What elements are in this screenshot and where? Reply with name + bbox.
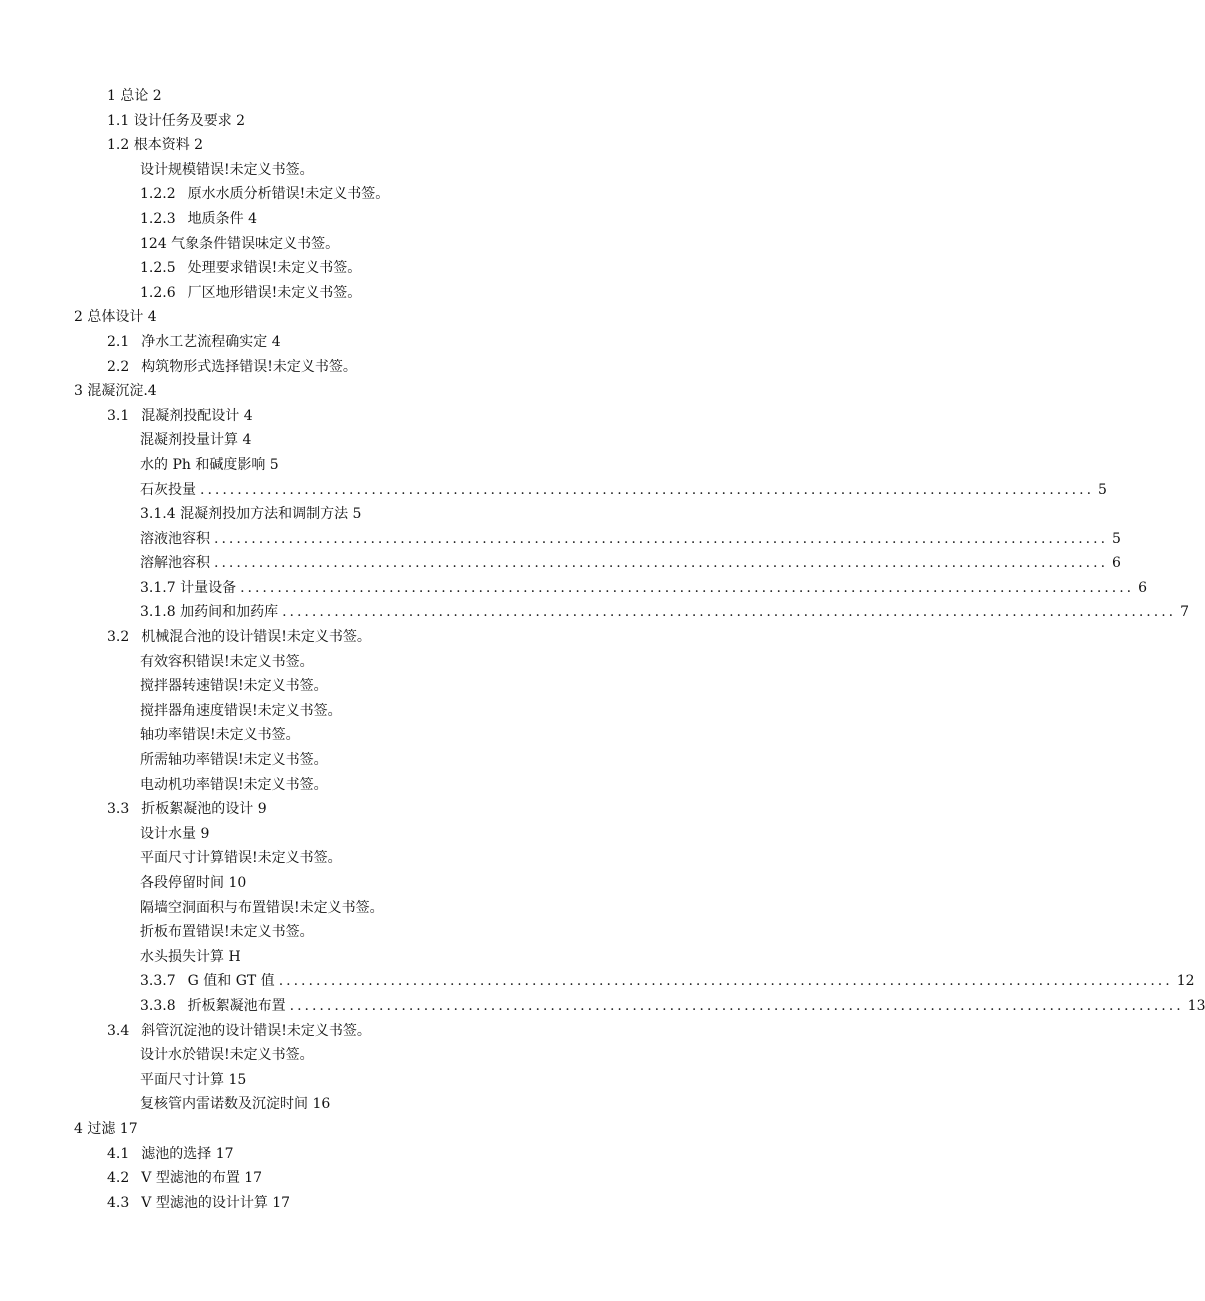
toc-entry-title bbox=[107, 408, 253, 424]
toc-page-number: 6 bbox=[1138, 579, 1148, 596]
toc-entry[interactable] bbox=[0, 1019, 920, 1044]
toc-entry[interactable] bbox=[0, 256, 920, 281]
toc-entry-title bbox=[140, 752, 328, 768]
toc-entry-text: 混凝剂投配设计 4 bbox=[141, 407, 253, 424]
toc-entry-number: 2.1 bbox=[107, 333, 130, 350]
toc-page-number: 5 bbox=[1098, 481, 1107, 498]
toc-entry-text: 水头损失计算 H bbox=[140, 948, 241, 965]
toc-entry[interactable] bbox=[0, 84, 920, 109]
toc-entry-text: 设计规模错误!未定义书签。 bbox=[140, 161, 314, 178]
toc-entry[interactable] bbox=[0, 305, 920, 330]
toc-entry[interactable] bbox=[0, 1068, 920, 1093]
toc-entry-number: 2.2 bbox=[107, 358, 130, 375]
toc-entry-text: 折板絮凝池布置 bbox=[187, 997, 286, 1014]
toc-entry-title bbox=[107, 137, 203, 153]
toc-entry-title bbox=[140, 1096, 330, 1112]
toc-entry[interactable] bbox=[0, 232, 920, 257]
toc-entry[interactable] bbox=[0, 1142, 920, 1167]
dot-leader: ........................................................................................................................ bbox=[214, 530, 1109, 547]
toc-entry-title bbox=[140, 432, 251, 448]
toc-entry[interactable] bbox=[0, 404, 920, 429]
toc-entry-text: 原水水质分析错误!未定义书签。 bbox=[187, 186, 390, 203]
toc-entry-text: 溶液池容积 bbox=[140, 530, 210, 547]
toc-entry-title bbox=[140, 924, 314, 940]
toc-entry[interactable] bbox=[0, 182, 920, 207]
toc-entry-text: 搅拌器角速度错误!未定义书签。 bbox=[140, 702, 342, 719]
toc-entry-title bbox=[107, 1170, 262, 1186]
toc-entry-title bbox=[140, 826, 209, 842]
toc-entry-title bbox=[107, 801, 267, 817]
toc-entry-text: 搅拌器转速错误!未定义书签。 bbox=[140, 678, 328, 695]
dot-leader: ........................................................................................................................ bbox=[282, 604, 1177, 621]
toc-entry-number: 3.1 bbox=[107, 407, 130, 424]
toc-entry-title bbox=[107, 1023, 371, 1039]
toc-entry-title bbox=[140, 875, 246, 891]
toc-entry-text: 复核管内雷诺数及沉淀时间 16 bbox=[140, 1096, 331, 1113]
toc-entry[interactable] bbox=[0, 920, 920, 945]
toc-entry-title bbox=[140, 850, 342, 866]
toc-entry[interactable] bbox=[0, 207, 920, 232]
toc-page-number: 5 bbox=[1112, 530, 1121, 547]
toc-entry-title bbox=[140, 994, 286, 1019]
toc-entry-title bbox=[140, 527, 210, 552]
toc-entry-title bbox=[140, 969, 275, 994]
toc-entry[interactable] bbox=[0, 797, 920, 822]
toc-entry-title bbox=[140, 576, 236, 601]
dot-leader: ........................................................................................................................ bbox=[278, 973, 1173, 990]
toc-entry[interactable] bbox=[0, 428, 920, 453]
toc-entry-title bbox=[107, 1146, 234, 1162]
toc-entry-number: 3.2 bbox=[107, 629, 130, 646]
toc-entry-text: 4 过滤 17 bbox=[74, 1120, 138, 1137]
toc-entry-text: 水的 Ph 和碱度影响 5 bbox=[140, 456, 279, 473]
toc-entry[interactable] bbox=[0, 1166, 920, 1191]
toc-entry-text: 溶解池容积 bbox=[140, 555, 210, 572]
toc-entry-number: 3.3.7 bbox=[140, 973, 176, 990]
toc-entry-title bbox=[140, 900, 384, 916]
toc-entry[interactable] bbox=[0, 551, 1121, 576]
toc-entry-text: 1.1 设计任务及要求 2 bbox=[107, 112, 246, 129]
toc-entry[interactable] bbox=[0, 133, 920, 158]
toc-entry[interactable] bbox=[0, 1043, 920, 1068]
toc-entry-number: 4.3 bbox=[107, 1194, 130, 1211]
toc-entry-text: 有效容积错误!未定义书签。 bbox=[140, 653, 314, 670]
toc-entry-text: 电动机功率错误!未定义书签。 bbox=[140, 776, 328, 793]
toc-entry-text: 轴功率错误!未定义书签。 bbox=[140, 727, 300, 744]
toc-entry-text: 构筑物形式选择错误!未定义书签。 bbox=[141, 358, 357, 375]
toc-entry-text: V 型滤池的设计计算 17 bbox=[141, 1194, 291, 1211]
dot-leader: ........................................................................................................................ bbox=[289, 997, 1184, 1014]
toc-page-number: 13 bbox=[1187, 997, 1205, 1014]
toc-entry-text: 3.1.7 计量设备 bbox=[140, 579, 237, 596]
toc-entry-text: 124 气象条件错误味定义书签。 bbox=[140, 235, 340, 252]
toc-entry-number: 1.2.3 bbox=[140, 210, 176, 227]
toc-entry-text: 地质条件 4 bbox=[187, 210, 257, 227]
toc-entry[interactable] bbox=[0, 625, 920, 650]
toc-entry-number: 4.2 bbox=[107, 1170, 130, 1187]
toc-entry-text: 设计水於错误!未定义书签。 bbox=[140, 1047, 314, 1064]
toc-entry[interactable] bbox=[0, 478, 1107, 503]
toc-entry-text: 3.1.4 混凝剂投加方法和调制方法 5 bbox=[140, 506, 362, 523]
toc-entry[interactable] bbox=[0, 576, 1148, 601]
toc-entry-title bbox=[140, 703, 342, 719]
toc-page-number: 12 bbox=[1176, 973, 1195, 990]
toc-entry[interactable] bbox=[0, 158, 920, 183]
toc-entry-title bbox=[140, 186, 389, 202]
toc-entry[interactable] bbox=[0, 453, 920, 478]
toc-entry-number: 4.1 bbox=[107, 1145, 130, 1162]
toc-entry-title bbox=[140, 162, 314, 178]
toc-entry[interactable] bbox=[0, 502, 920, 527]
toc-entry[interactable] bbox=[0, 281, 920, 306]
toc-entry-text: 所需轴功率错误!未定义书签。 bbox=[140, 752, 328, 769]
toc-entry-title bbox=[140, 678, 328, 694]
toc-entry[interactable] bbox=[0, 1191, 920, 1216]
toc-entry[interactable] bbox=[0, 355, 920, 380]
toc-entry-text: 处理要求错误!未定义书签。 bbox=[187, 260, 362, 277]
toc-entry-title bbox=[140, 260, 361, 276]
toc-page-number: 6 bbox=[1112, 555, 1121, 572]
toc-entry[interactable] bbox=[0, 1092, 920, 1117]
toc-entry-text: 折板絮凝池的设计 9 bbox=[141, 801, 267, 818]
toc-entry-text: 混凝剂投量计算 4 bbox=[140, 432, 252, 449]
toc-entry-number: 1.2.6 bbox=[140, 284, 176, 301]
dot-leader: ........................................................................................................................ bbox=[214, 555, 1109, 572]
toc-entry-text: V 型滤池的布置 17 bbox=[141, 1170, 263, 1187]
toc-entry-title bbox=[140, 478, 196, 503]
toc-entry-title bbox=[140, 727, 300, 743]
toc-entry-title bbox=[140, 285, 361, 301]
toc-entry-text: G 值和 GT 值 bbox=[187, 973, 275, 990]
toc-entry[interactable] bbox=[0, 994, 1205, 1019]
toc-entry-text: 各段停留时间 10 bbox=[140, 875, 247, 891]
toc-entry-number: 1.2.2 bbox=[140, 186, 176, 203]
toc-page-number: 7 bbox=[1180, 604, 1190, 621]
toc-entry-number: 3.4 bbox=[107, 1022, 130, 1039]
toc-entry[interactable] bbox=[0, 527, 1121, 552]
toc-entry[interactable] bbox=[0, 822, 920, 847]
toc-entry-title bbox=[74, 383, 157, 399]
toc-entry[interactable] bbox=[0, 330, 920, 355]
toc-entry[interactable] bbox=[0, 379, 920, 404]
toc-entry-text: 机械混合池的设计错误!未定义书签。 bbox=[141, 629, 371, 646]
toc-entry-title bbox=[107, 88, 162, 104]
toc-entry-title bbox=[140, 211, 257, 227]
toc-entry[interactable] bbox=[0, 969, 1195, 994]
toc-entry-number: 1.2.5 bbox=[140, 260, 176, 277]
toc-entry-text: 折板布置错误!未定义书签。 bbox=[140, 924, 314, 941]
toc-entry-title bbox=[140, 949, 241, 965]
toc-entry-title bbox=[140, 1047, 314, 1063]
toc-entry[interactable] bbox=[0, 1117, 920, 1142]
toc-entry-number: 3.3.8 bbox=[140, 997, 176, 1014]
toc-entry-text: 净水工艺流程确实定 4 bbox=[141, 333, 281, 350]
toc-entry[interactable] bbox=[0, 748, 920, 773]
toc-entry[interactable] bbox=[0, 945, 920, 970]
toc-entry[interactable] bbox=[0, 109, 920, 134]
toc-entry-text: 1 总论 2 bbox=[107, 88, 162, 104]
toc-entry[interactable] bbox=[0, 773, 920, 798]
dot-leader: ........................................................................................................................ bbox=[200, 481, 1095, 498]
toc-entry-text: 石灰投量 bbox=[140, 481, 196, 498]
toc-entry-title bbox=[107, 334, 281, 350]
toc-entry-title bbox=[140, 236, 339, 252]
toc-entry-title bbox=[140, 506, 361, 522]
toc-entry-text: 平面尺寸计算 15 bbox=[140, 1071, 247, 1088]
toc-entry-title bbox=[107, 1195, 290, 1211]
toc-entry-text: 1.2 根本资料 2 bbox=[107, 137, 204, 154]
toc-entry-title bbox=[140, 1072, 246, 1088]
toc-entry-number: 3.3 bbox=[107, 801, 130, 818]
toc-entry-text: 3.1.8 加药间和加药库 bbox=[140, 604, 279, 621]
toc-entry-title bbox=[107, 359, 357, 375]
toc-entry-text: 滤池的选择 17 bbox=[141, 1145, 234, 1162]
toc-entry[interactable] bbox=[0, 699, 920, 724]
toc-entry[interactable] bbox=[0, 846, 920, 871]
toc-entry-title bbox=[140, 600, 278, 625]
toc-entry-text: 2 总体设计 4 bbox=[74, 309, 157, 326]
toc-entry-text: 平面尺寸计算错误!未定义书签。 bbox=[140, 850, 342, 867]
toc-entry-title bbox=[74, 309, 157, 325]
toc-entry-title bbox=[140, 654, 314, 670]
toc-entry[interactable] bbox=[0, 723, 920, 748]
toc-entry[interactable] bbox=[0, 674, 920, 699]
dot-leader: ........................................................................................................................ bbox=[240, 579, 1135, 596]
toc-entry-text: 厂区地形错误!未定义书签。 bbox=[187, 284, 362, 301]
toc-entry-text: 隔墙空洞面积与布置错误!未定义书签。 bbox=[140, 899, 384, 916]
toc-entry-title bbox=[140, 777, 328, 793]
toc-entry[interactable] bbox=[0, 896, 920, 921]
toc-entry[interactable] bbox=[0, 871, 920, 896]
toc-entry-text: 设计水量 9 bbox=[140, 825, 210, 842]
table-of-contents bbox=[0, 84, 1205, 1215]
toc-entry-text: 斜管沉淀池的设计错误!未定义书签。 bbox=[141, 1022, 371, 1039]
toc-entry[interactable] bbox=[0, 600, 1190, 625]
toc-entry-title bbox=[140, 551, 210, 576]
toc-entry-text: 3 混凝沉淀.4 bbox=[74, 383, 157, 400]
toc-entry[interactable] bbox=[0, 650, 920, 675]
toc-entry-title bbox=[107, 113, 245, 129]
toc-entry-title bbox=[107, 629, 371, 645]
toc-entry-title bbox=[140, 457, 279, 473]
toc-entry-title bbox=[74, 1121, 138, 1137]
